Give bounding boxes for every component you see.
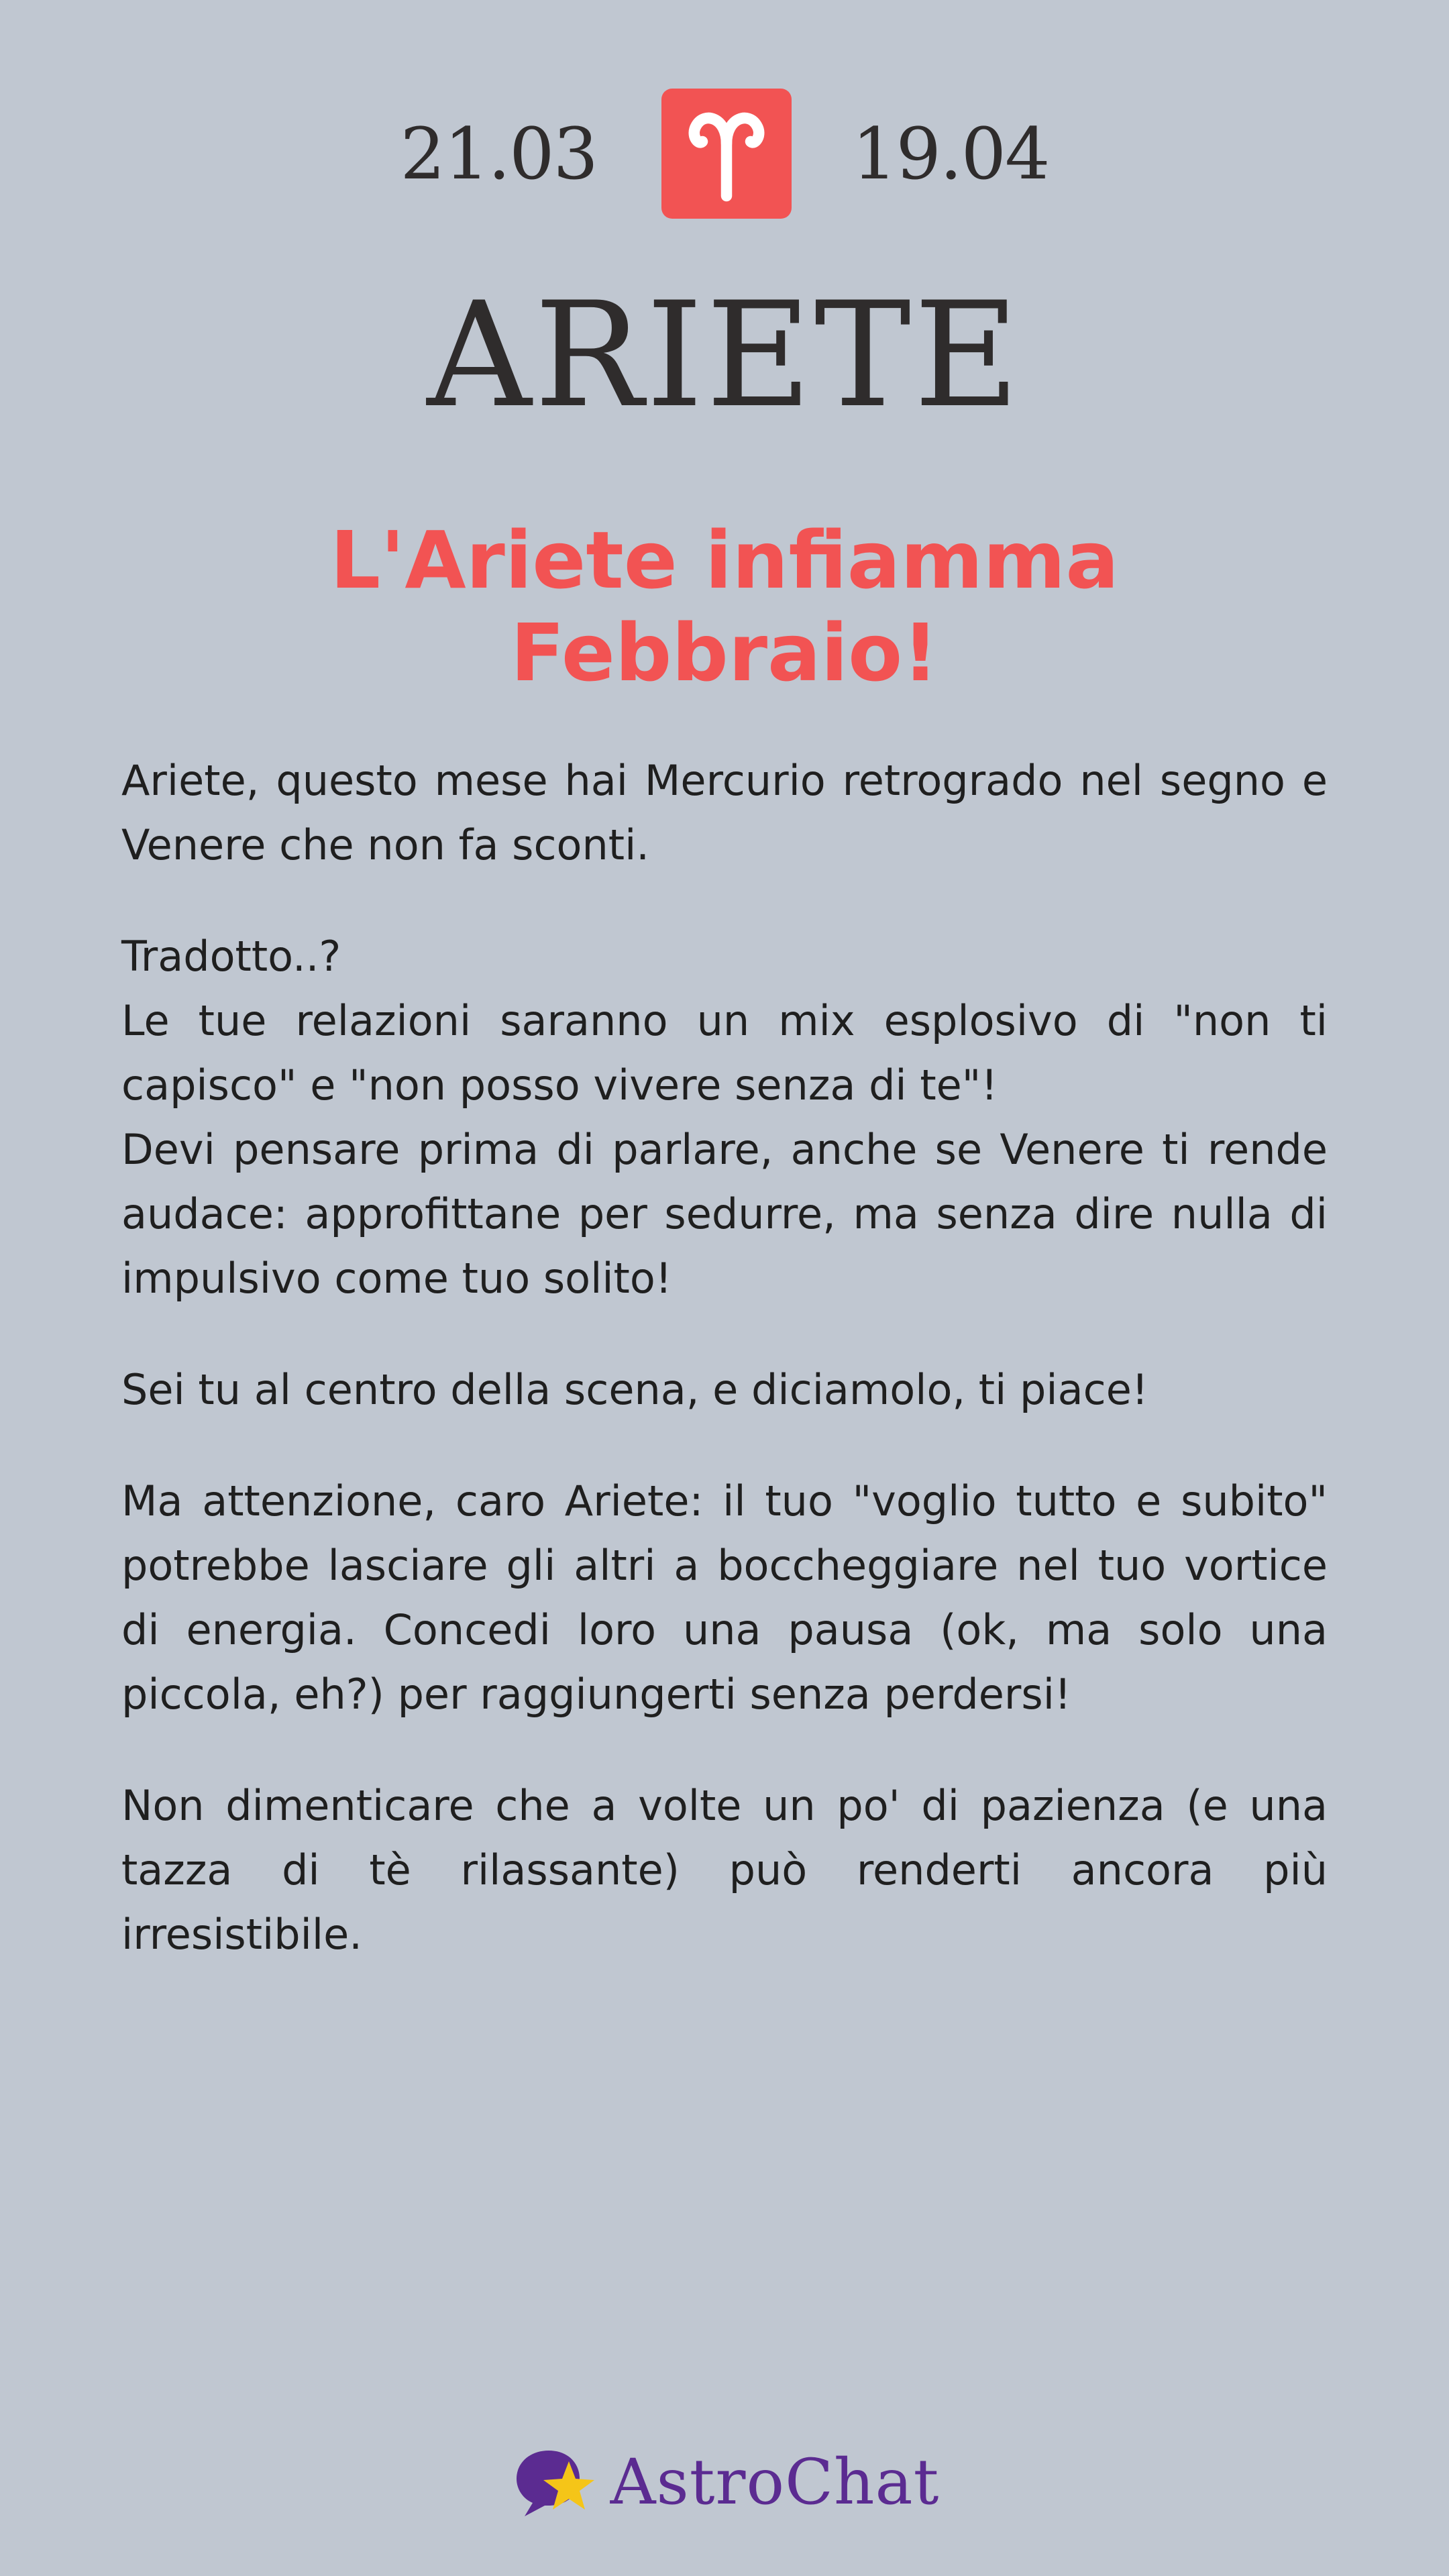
- paragraph-patience: Non dimenticare che a volte un po' di pazienza (e una tazza di tè rilassante) può renderti ancora più irresistibile.: [121, 1781, 1328, 1959]
- paragraph-intro: Ariete, questo mese hai Mercurio retrogrado nel segno e Venere che non fa sconti.: [121, 756, 1328, 869]
- headline-line-1: L'Ariete infiamma: [330, 514, 1119, 606]
- aries-icon: [676, 103, 777, 204]
- header-row: [0, 89, 1449, 219]
- horoscope-body: [121, 749, 1328, 1967]
- sign-title: ARIETE: [427, 271, 1022, 439]
- astrochat-logo-icon: [510, 2445, 598, 2519]
- translation-line-3: Devi pensare prima di parlare, anche se Venere ti rende audace: approfittane per sedurre, ma senza dire nulla di impulsivo come tuo solito!: [121, 1125, 1328, 1303]
- paragraph-attention: Ma attenzione, caro Ariete: il tuo "voglio tutto e subito" potrebbe lasciare gli altri a boccheggiare nel tuo vortice di energia. Concedi loro una pausa (ok, ma solo una piccola, eh?) per raggiungerti senza perdersi!: [121, 1477, 1328, 1719]
- translation-line-2: Le tue relazioni saranno un mix esplosivo di "non ti capisco" e "non posso vivere senza di te"!: [121, 996, 1328, 1110]
- date-end: 19.04: [852, 112, 1049, 195]
- brand-name: AstroChat: [610, 2445, 940, 2519]
- paragraph-translation: [121, 924, 1328, 1311]
- headline-line-2: Febbraio!: [511, 606, 938, 699]
- date-start: 21.03: [400, 112, 597, 195]
- headline: [0, 514, 1449, 699]
- paragraph-center-stage: Sei tu al centro della scena, e diciamolo, ti piace!: [121, 1365, 1148, 1414]
- translation-line-1: Tradotto..?: [121, 932, 341, 981]
- sign-badge: [661, 89, 792, 219]
- footer-brand: [0, 2442, 1449, 2522]
